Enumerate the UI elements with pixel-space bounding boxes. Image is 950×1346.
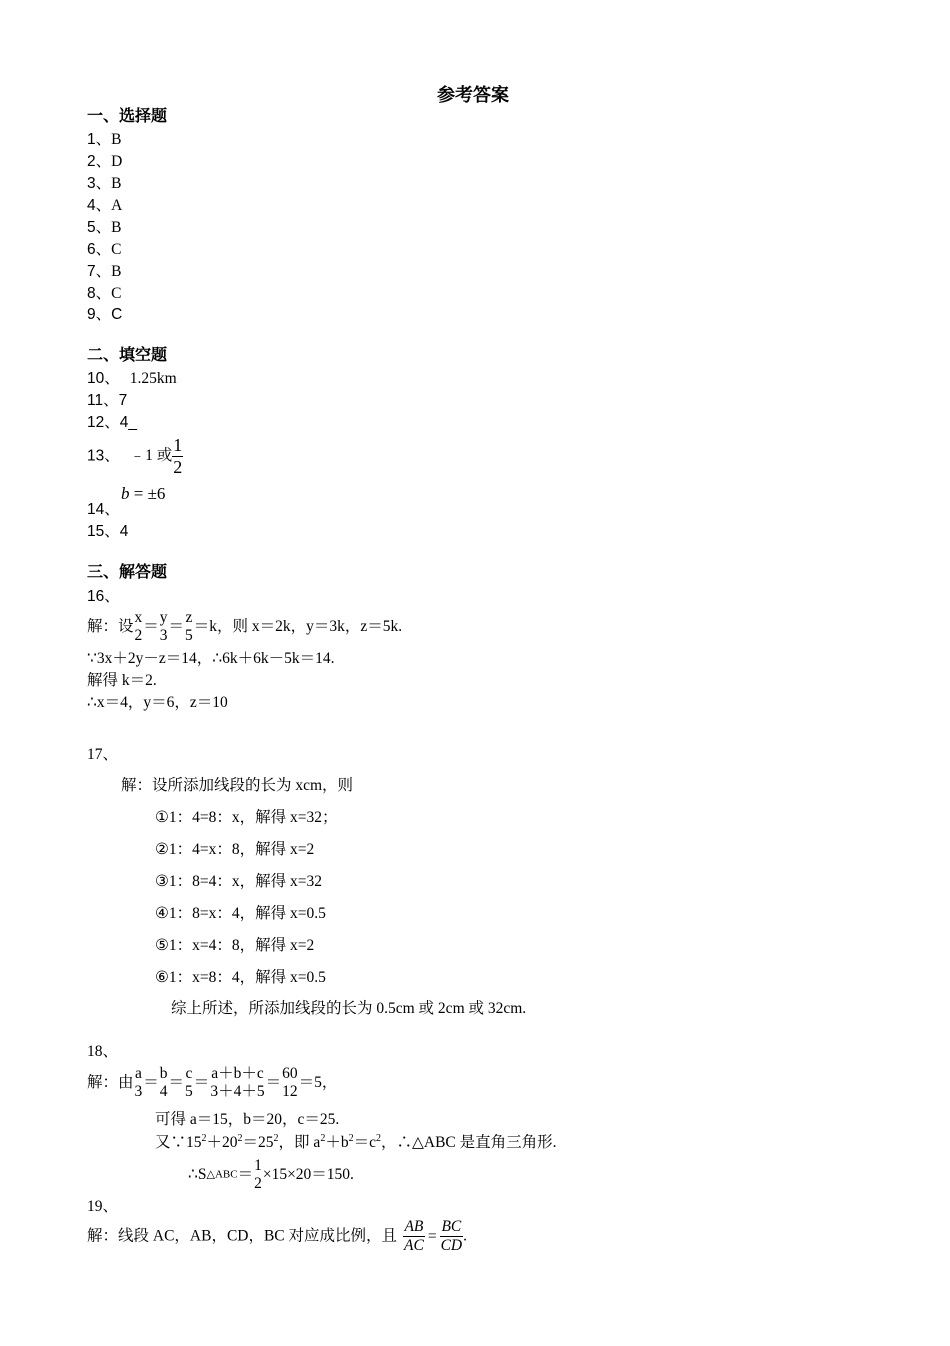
page-title: 参考答案 bbox=[437, 85, 509, 105]
fraction-x-over-2: x 2 bbox=[134, 609, 143, 644]
question-17-case: ⑥1：x=8：4，解得 x=0.5 bbox=[155, 969, 326, 986]
question-18-line-4: ∴S△ABC＝ 1 2 ×15×20＝150. bbox=[188, 1157, 354, 1192]
fraction-b-over-4: b 4 bbox=[159, 1065, 168, 1100]
question-18-number: 18、 bbox=[87, 1043, 119, 1060]
fraction-sum: a＋b＋c 3＋4＋5 bbox=[210, 1065, 265, 1100]
question-19-number: 19、 bbox=[87, 1198, 119, 1215]
fraction-y-over-3: y 3 bbox=[159, 609, 168, 644]
question-17-case: ②1：4=x：8，解得 x=2 bbox=[155, 841, 315, 858]
list-item: 9、C bbox=[87, 306, 123, 323]
question-17-summary: 综上所述，所添加线段的长为 0.5cm 或 2cm 或 32cm. bbox=[171, 1000, 527, 1017]
answer-14-expression: b = ±6 bbox=[121, 484, 166, 503]
question-17-number: 17、 bbox=[87, 746, 119, 763]
answer-15: 15、4 bbox=[87, 523, 129, 540]
answer-14-number: 14、 bbox=[87, 501, 120, 518]
question-16-line-2: ∵3x＋2y－z＝14，∴6k＋6k－5k＝14. bbox=[87, 650, 335, 667]
section-heading-solve: 三、解答题 bbox=[87, 564, 168, 581]
fraction-ab-over-ac: $\frac{AB}{AC}$ bbox=[404, 1218, 424, 1254]
list-item: 4、A bbox=[87, 197, 123, 214]
fraction-bc-over-cd: $\frac{BC}{CD}$ bbox=[440, 1218, 463, 1254]
answer-10: 10、 1.25km bbox=[87, 370, 177, 387]
question-16-number: 16、 bbox=[87, 588, 120, 605]
list-item: 8、C bbox=[87, 285, 122, 302]
answer-11: 11、7 bbox=[87, 392, 128, 409]
fraction-z-over-5: z 5 bbox=[185, 609, 193, 644]
question-17-case: ①1：4=8：x，解得 x=32； bbox=[155, 809, 338, 826]
list-item: 2、D bbox=[87, 153, 123, 170]
question-16-line-3: 解得 k＝2. bbox=[87, 672, 157, 689]
question-18-line-2: 可得 a＝15，b＝20，c＝25. bbox=[155, 1111, 340, 1128]
question-16-line-4: ∴x＝4，y＝6，z＝10 bbox=[87, 694, 228, 711]
fraction-c-over-5: c 5 bbox=[185, 1065, 193, 1100]
fraction-60-over-12: 60 12 bbox=[282, 1065, 298, 1100]
fraction-one-half: $\frac{1}{2}$ bbox=[173, 435, 183, 477]
answer-13: 13、 ﹣1 或 $\frac{1}{2}$ bbox=[87, 435, 183, 477]
list-item: 3、B bbox=[87, 175, 122, 192]
question-17-intro: 解：设所添加线段的长为 xcm，则 bbox=[121, 777, 354, 794]
list-item: 7、B bbox=[87, 263, 122, 280]
list-item: 1、B bbox=[87, 131, 122, 148]
question-17-case: ③1：8=4：x，解得 x=32 bbox=[155, 873, 323, 890]
list-item: 6、C bbox=[87, 241, 122, 258]
list-item: 5、B bbox=[87, 219, 122, 236]
section-heading-choice: 一、选择题 bbox=[87, 108, 168, 125]
question-18-line-3: 又$\because 15^2+20^2=25^2$，即 $a^2+b^2=c^2$，∴△ABC 是直角三角形. bbox=[155, 1132, 557, 1151]
question-16-line-1: 解：设 x 2 ＝ y 3 ＝ z 5 ＝k，则 x＝2k，y＝3k，z＝5k. bbox=[87, 609, 403, 644]
question-19-line-1: 解：线段 AC，AB，CD，BC 对应成比例，且 $\frac{AB}{AC}$ = $\frac{BC}{CD}$ . bbox=[87, 1218, 468, 1254]
fraction-a-over-3: a 3 bbox=[134, 1065, 143, 1100]
question-17-case: ④1：8=x：4，解得 x=0.5 bbox=[155, 905, 326, 922]
fraction-one-half: 1 2 bbox=[254, 1157, 262, 1192]
section-heading-fill: 二、填空题 bbox=[87, 347, 168, 364]
question-18-line-1: 解：由 a 3 ＝ b 4 ＝ c 5 ＝ a＋b＋c 3＋4＋5 ＝ 60 12 ＝5， bbox=[87, 1065, 338, 1100]
question-17-case: ⑤1：x=4：8，解得 x=2 bbox=[155, 937, 315, 954]
answer-12: 12、4_ bbox=[87, 414, 137, 431]
